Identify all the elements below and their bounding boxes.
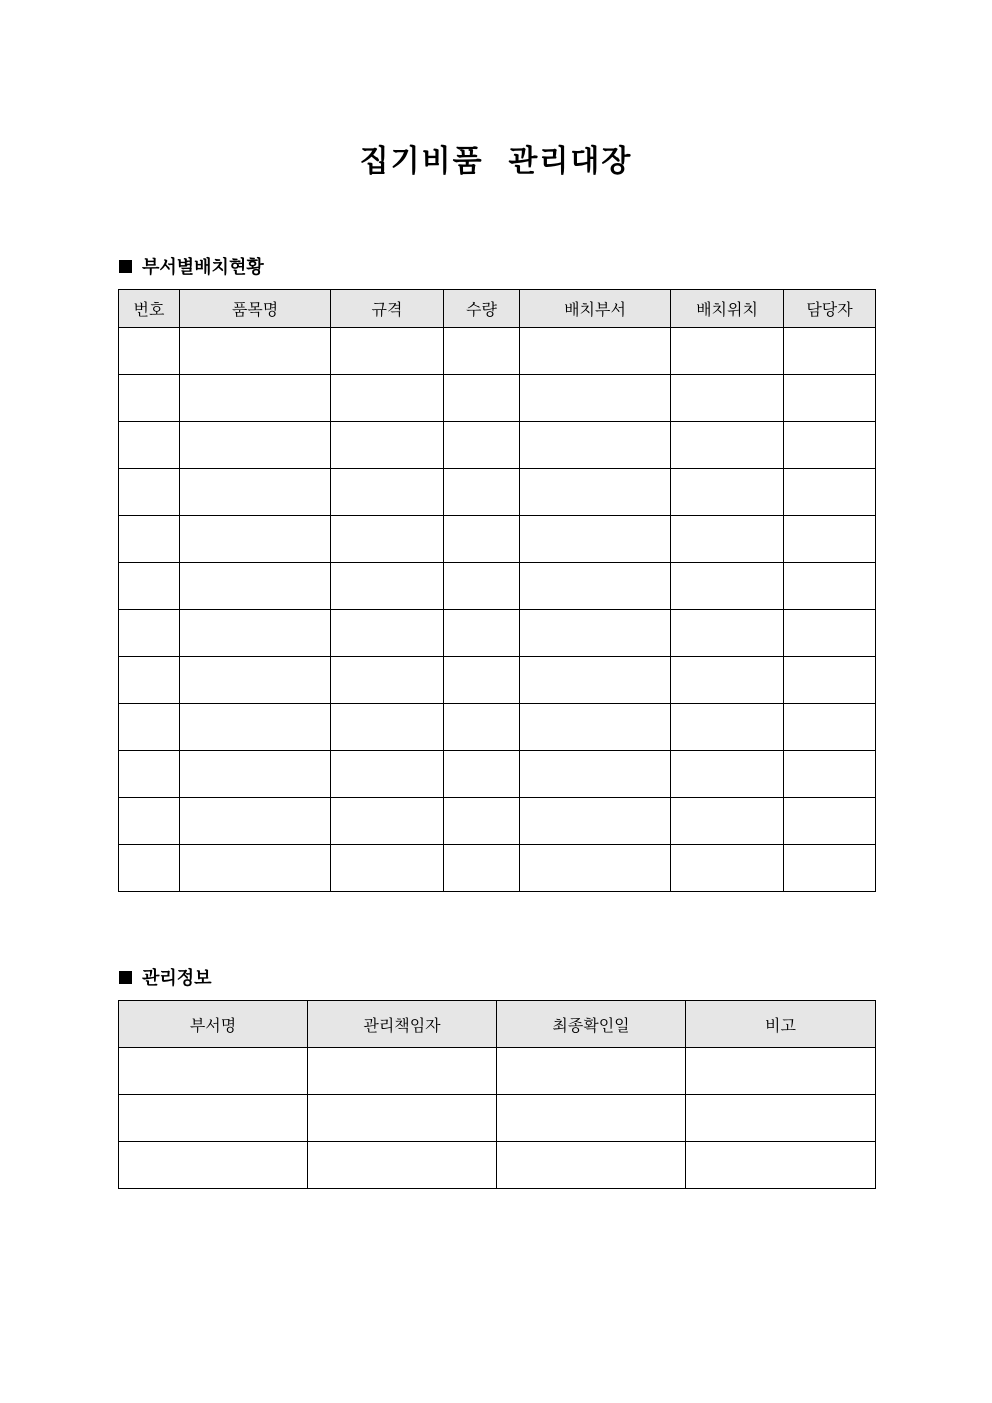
- table-cell[interactable]: [308, 1048, 497, 1095]
- section-heading-label: 부서별배치현황: [142, 257, 264, 278]
- table-cell[interactable]: [671, 845, 784, 892]
- table-row: [119, 751, 876, 798]
- table-cell[interactable]: [180, 563, 331, 610]
- table-cell[interactable]: [331, 798, 444, 845]
- document-title: 집기비품 관리대장: [359, 144, 633, 179]
- column-header-location: 배치위치: [671, 290, 784, 328]
- management-info-table: [118, 1000, 876, 1189]
- table-row: [119, 1095, 876, 1142]
- table-cell[interactable]: [497, 1095, 686, 1142]
- table-cell[interactable]: [331, 610, 444, 657]
- table-cell[interactable]: [119, 657, 180, 704]
- column-header-manager: 담당자: [784, 290, 876, 328]
- table-cell[interactable]: [119, 375, 180, 422]
- table-cell[interactable]: [119, 328, 180, 375]
- table-row: [119, 657, 876, 704]
- table-cell[interactable]: [119, 422, 180, 469]
- table-row: [119, 704, 876, 751]
- table-cell[interactable]: [308, 1142, 497, 1189]
- table-cell[interactable]: [497, 1048, 686, 1095]
- table-cell[interactable]: [331, 751, 444, 798]
- table-cell[interactable]: [671, 469, 784, 516]
- table-cell[interactable]: [180, 422, 331, 469]
- table-row: [119, 375, 876, 422]
- table-cell[interactable]: [497, 1142, 686, 1189]
- table-cell[interactable]: [119, 563, 180, 610]
- table-cell[interactable]: [331, 845, 444, 892]
- table-cell[interactable]: [784, 328, 876, 375]
- table-cell[interactable]: [671, 704, 784, 751]
- table-cell[interactable]: [331, 375, 444, 422]
- table-cell[interactable]: [119, 469, 180, 516]
- table-cell[interactable]: [119, 610, 180, 657]
- table-cell[interactable]: [119, 798, 180, 845]
- table-cell[interactable]: [180, 845, 331, 892]
- table-cell[interactable]: [444, 563, 520, 610]
- table-cell[interactable]: [444, 469, 520, 516]
- table-cell[interactable]: [180, 610, 331, 657]
- column-header-remarks: 비고: [686, 1001, 876, 1048]
- table-cell[interactable]: [180, 657, 331, 704]
- table-cell[interactable]: [520, 422, 671, 469]
- table-cell[interactable]: [671, 751, 784, 798]
- table-cell[interactable]: [686, 1095, 876, 1142]
- table-cell[interactable]: [520, 704, 671, 751]
- table-cell[interactable]: [784, 469, 876, 516]
- table-cell[interactable]: [331, 704, 444, 751]
- table-cell[interactable]: [444, 422, 520, 469]
- table-cell[interactable]: [119, 845, 180, 892]
- table-row: [119, 516, 876, 563]
- table-cell[interactable]: [331, 469, 444, 516]
- table-cell[interactable]: [520, 751, 671, 798]
- table-cell[interactable]: [444, 845, 520, 892]
- column-header-last-check-date: 최종확인일: [497, 1001, 686, 1048]
- table-cell[interactable]: [784, 657, 876, 704]
- table-cell[interactable]: [784, 704, 876, 751]
- table-cell[interactable]: [308, 1095, 497, 1142]
- table-cell[interactable]: [671, 516, 784, 563]
- table-row: [119, 469, 876, 516]
- table-cell[interactable]: [119, 704, 180, 751]
- table-cell[interactable]: [180, 704, 331, 751]
- table-cell[interactable]: [784, 375, 876, 422]
- table-cell[interactable]: [671, 375, 784, 422]
- table-cell[interactable]: [784, 751, 876, 798]
- table-cell[interactable]: [444, 516, 520, 563]
- table-cell[interactable]: [520, 328, 671, 375]
- table-row: [119, 845, 876, 892]
- table-cell[interactable]: [119, 1142, 308, 1189]
- table-cell[interactable]: [686, 1142, 876, 1189]
- table-cell[interactable]: [331, 516, 444, 563]
- table-cell[interactable]: [444, 751, 520, 798]
- table-cell[interactable]: [784, 516, 876, 563]
- table-cell[interactable]: [444, 375, 520, 422]
- table-row: [119, 1048, 876, 1095]
- section-heading-placement: [119, 253, 264, 279]
- table-cell[interactable]: [784, 563, 876, 610]
- placement-table: [118, 289, 876, 892]
- table-cell[interactable]: [520, 375, 671, 422]
- table-cell[interactable]: [520, 845, 671, 892]
- table-cell[interactable]: [520, 563, 671, 610]
- table-cell[interactable]: [784, 798, 876, 845]
- table-cell[interactable]: [784, 845, 876, 892]
- table-cell[interactable]: [520, 610, 671, 657]
- table-row: [119, 422, 876, 469]
- table-cell[interactable]: [671, 610, 784, 657]
- table-cell[interactable]: [180, 751, 331, 798]
- table-cell[interactable]: [520, 516, 671, 563]
- table-cell[interactable]: [520, 798, 671, 845]
- table-cell[interactable]: [180, 469, 331, 516]
- section-heading-management: [119, 964, 212, 990]
- column-header-number: 번호: [119, 290, 180, 328]
- table-cell[interactable]: [119, 1095, 308, 1142]
- table-cell[interactable]: [119, 1048, 308, 1095]
- table-cell[interactable]: [444, 798, 520, 845]
- table-cell[interactable]: [180, 328, 331, 375]
- table-cell[interactable]: [671, 563, 784, 610]
- table-cell[interactable]: [671, 657, 784, 704]
- table-header-row: [119, 290, 876, 328]
- table-cell[interactable]: [180, 516, 331, 563]
- column-header-responsible-person: 관리책임자: [308, 1001, 497, 1048]
- table-cell[interactable]: [520, 469, 671, 516]
- column-header-quantity: 수량: [444, 290, 520, 328]
- table-row: [119, 1142, 876, 1189]
- table-row: [119, 610, 876, 657]
- column-header-department: 배치부서: [520, 290, 671, 328]
- table-cell[interactable]: [784, 610, 876, 657]
- table-row: [119, 328, 876, 375]
- column-header-item-name: 품목명: [180, 290, 331, 328]
- table-cell[interactable]: [180, 375, 331, 422]
- table-cell[interactable]: [444, 704, 520, 751]
- table-cell[interactable]: [119, 751, 180, 798]
- table-cell[interactable]: [686, 1048, 876, 1095]
- table-cell[interactable]: [784, 422, 876, 469]
- table-cell[interactable]: [331, 328, 444, 375]
- table-cell[interactable]: [671, 798, 784, 845]
- table-header-row: [119, 1001, 876, 1048]
- table-cell[interactable]: [180, 798, 331, 845]
- table-cell[interactable]: [331, 563, 444, 610]
- table-row: [119, 798, 876, 845]
- square-bullet-icon: [119, 971, 132, 984]
- table-cell[interactable]: [671, 422, 784, 469]
- square-bullet-icon: [119, 260, 132, 273]
- table-cell[interactable]: [671, 328, 784, 375]
- column-header-department-name: 부서명: [119, 1001, 308, 1048]
- section-heading-label: 관리정보: [142, 968, 212, 989]
- table-cell[interactable]: [520, 657, 671, 704]
- table-cell[interactable]: [119, 516, 180, 563]
- table-cell[interactable]: [331, 657, 444, 704]
- table-cell[interactable]: [444, 328, 520, 375]
- table-cell[interactable]: [331, 422, 444, 469]
- table-row: [119, 563, 876, 610]
- table-cell[interactable]: [444, 610, 520, 657]
- column-header-spec: 규격: [331, 290, 444, 328]
- table-cell[interactable]: [444, 657, 520, 704]
